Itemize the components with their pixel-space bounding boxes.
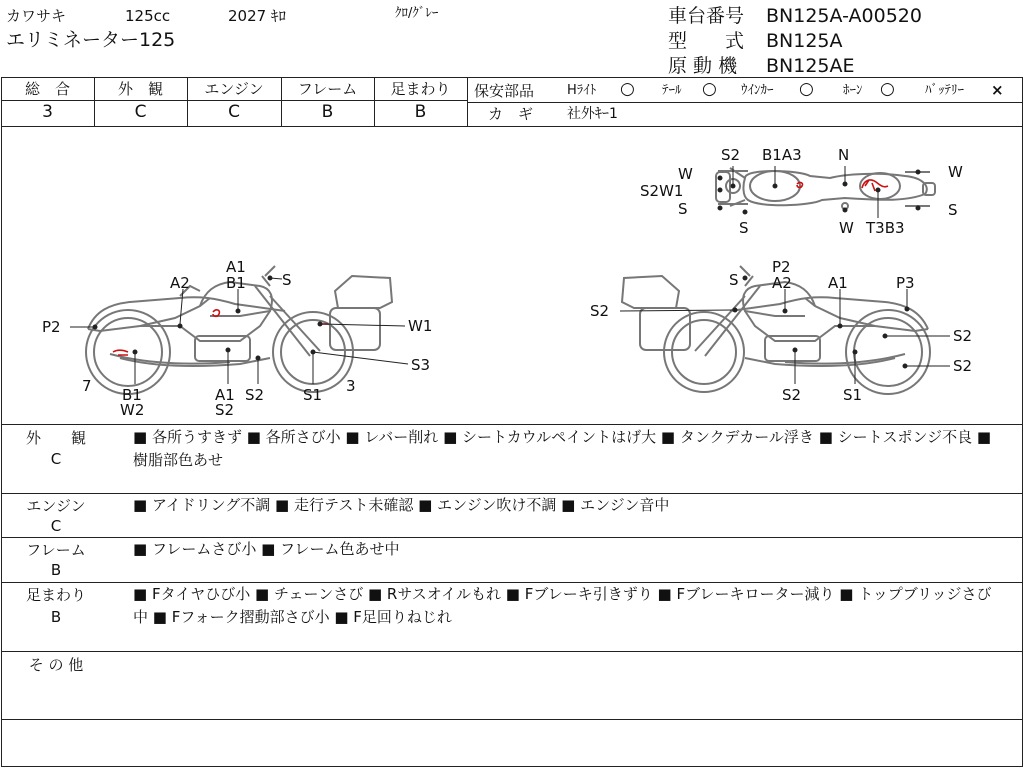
color: ｸﾛ/ｸﾞﾚｰ <box>395 6 439 21</box>
grade-overall: 3 <box>42 102 53 122</box>
right-label-s1: S1 <box>843 386 863 404</box>
section-engine-text: ■ アイドリング不調 ■ 走行テスト未確認 ■ エンジン吹け不調 ■ エンジン音中 <box>133 496 670 514</box>
grade-header-exterior: 外 観 <box>117 80 163 98</box>
left-label-a1-top: A1 <box>226 258 246 276</box>
top-label-s-left: S <box>678 200 688 218</box>
type-label: 型 式 <box>668 30 745 52</box>
section-exterior-grade: C <box>50 450 62 468</box>
safety-horn: ﾎｰﾝ <box>843 83 863 98</box>
safety-tail: ﾃｰﾙ <box>662 83 682 98</box>
right-label-s: S <box>729 271 739 289</box>
safety-horn-mark: ○ <box>880 79 895 99</box>
top-view-bike <box>716 168 935 209</box>
right-label-s2-lower: S2 <box>953 357 973 375</box>
left-label-w2: W2 <box>120 401 145 419</box>
type-value: BN125A <box>766 30 843 52</box>
divider <box>467 102 1023 103</box>
section-exterior-text: ■ 各所うすきず ■ 各所さび小 ■ レバー削れ ■ シートカウルペイントはげ大 ■ タンクデカール浮き ■ シートスポンジ不良 ■ 樹脂部色あせ <box>133 428 992 469</box>
left-label-w1: W1 <box>408 317 433 335</box>
section-engine-grade: C <box>50 517 62 535</box>
left-label-b1-top: B1 <box>226 274 246 292</box>
left-label-a2: A2 <box>170 274 190 292</box>
section-frame-text: ■ フレームさび小 ■ フレーム色あせ中 <box>133 540 400 558</box>
left-label-s2-bottom: S2 <box>215 401 235 419</box>
top-label-t3b3: T3B3 <box>866 219 905 237</box>
top-label-n: N <box>838 146 850 164</box>
section-suspension-text: ■ Fタイヤひび小 ■ チェーンさび ■ Rサスオイルもれ ■ Fブレーキ引きずり ■ Fブレーキローター減り ■ トップブリッジさび中 ■ Fフォーク摺動部さび小 ■ F足回りねじれ <box>133 585 992 626</box>
top-label-s-right: S <box>948 201 958 219</box>
top-label-w-bottom: W <box>839 219 854 237</box>
grade-header-suspension: 足まわり <box>390 80 451 98</box>
right-label-p3: P3 <box>896 274 915 292</box>
grade-engine: C <box>228 102 240 122</box>
left-label-b1-bottom: B1 <box>122 386 142 404</box>
key-label: カ ギ <box>488 105 534 123</box>
frame-no: BN125A-A00520 <box>766 5 922 27</box>
section-other-label: そ の 他 <box>28 656 84 674</box>
divider <box>1 719 1023 720</box>
right-label-s2-upper: S2 <box>953 327 973 345</box>
right-label-s2-bottom: S2 <box>782 386 802 404</box>
top-label-s2w1: S2W1 <box>640 182 684 200</box>
left-label-p2: P2 <box>42 318 61 336</box>
left-label-7: 7 <box>82 377 92 395</box>
top-label-s-bottom: S <box>739 219 749 237</box>
engine-label: 原 動 機 <box>668 55 738 77</box>
leader-lines <box>70 166 950 384</box>
right-label-a2: A2 <box>772 274 792 292</box>
safety-battery-mark: × <box>991 81 1004 99</box>
displacement: 125cc <box>125 7 171 25</box>
grade-header-overall: 総 合 <box>24 80 70 98</box>
left-label-s1: S1 <box>303 386 323 404</box>
grade-frame: B <box>321 102 334 122</box>
maker: カワサキ <box>6 7 67 25</box>
safety-label: 保安部品 <box>474 82 535 100</box>
section-suspension-grade: B <box>50 608 62 626</box>
section-engine-label: エンジン <box>26 497 86 515</box>
frame-no-label: 車台番号 <box>668 5 745 27</box>
top-label-w-left: W <box>678 165 693 183</box>
top-label-b1a3: B1A3 <box>762 146 802 164</box>
left-label-s3: S3 <box>411 356 431 374</box>
safety-winker-mark: ○ <box>799 79 814 99</box>
left-label-s2: S2 <box>245 386 265 404</box>
right-label-s2-left: S2 <box>590 302 610 320</box>
left-label-a1-bottom: A1 <box>215 386 235 404</box>
grade-suspension: B <box>414 102 427 122</box>
grade-header-engine: エンジン <box>204 80 264 98</box>
top-label-w-right: W <box>948 163 963 181</box>
top-label-s2: S2 <box>721 146 741 164</box>
key-value: 社外ｷｰ1 <box>567 106 618 122</box>
right-label-p2: P2 <box>772 258 791 276</box>
safety-winker: ｳｲﾝｶｰ <box>741 83 774 98</box>
safety-headlight: Hﾗｲﾄ <box>567 83 597 98</box>
left-label-3: 3 <box>346 377 356 395</box>
safety-battery: ﾊﾞｯﾃﾘｰ <box>925 83 964 98</box>
divider <box>1 100 467 101</box>
section-exterior-label: 外 観 <box>25 429 86 447</box>
safety-tail-mark: ○ <box>702 79 717 99</box>
section-suspension-label: 足まわり <box>25 586 86 604</box>
model-name: エリミネーター125 <box>6 29 176 51</box>
mileage: 2027 ｷﾛ <box>228 7 286 25</box>
section-frame-label: フレーム <box>26 541 86 559</box>
grade-header-frame: フレーム <box>297 80 358 98</box>
engine-value: BN125AE <box>766 55 855 77</box>
divider <box>1 651 1023 652</box>
motorcycle-diagram <box>0 126 1024 426</box>
safety-headlight-mark: ○ <box>620 79 635 99</box>
right-label-a1: A1 <box>828 274 848 292</box>
section-frame-grade: B <box>50 561 62 579</box>
left-label-s: S <box>282 271 292 289</box>
grade-exterior: C <box>134 102 147 122</box>
